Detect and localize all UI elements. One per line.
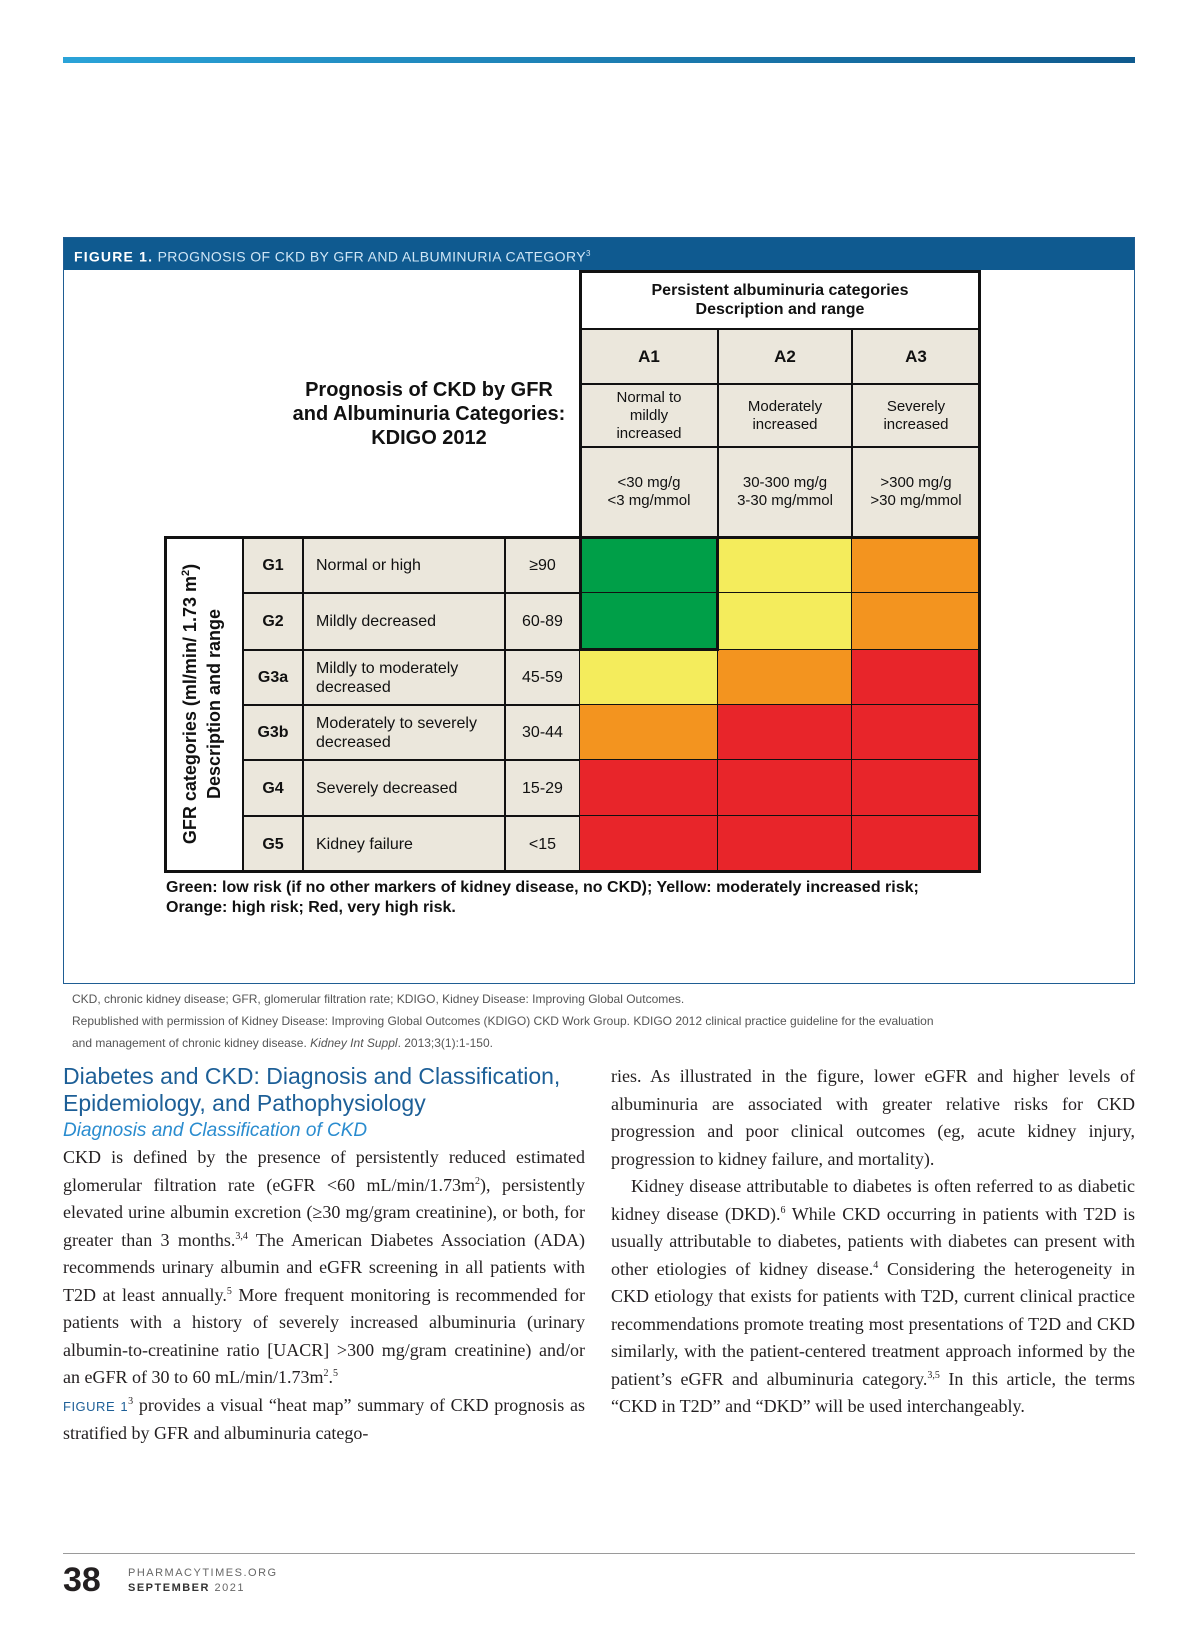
heat-cell-g3b-a2 [717, 704, 853, 761]
chart-title: Prognosis of CKD by GFR and Albuminuria Categories: KDIGO 2012 [292, 379, 566, 449]
heat-cell-g3a-a2 [717, 649, 853, 706]
paragraph-2: ries. As illustrated in the figure, lower eGFR and higher levels of albuminuria are associated with greater relative risks for CKD progression and poor clinical outcomes (eg, acute kidney injury, progression to kidney failure, and mortality). [611, 1066, 1135, 1169]
gfr-code-g5: G5 [242, 815, 304, 873]
heat-cell-g1-a1 [579, 536, 719, 594]
gfr-desc-g4: Severely decreased [302, 759, 506, 817]
gfr-range-g3b: 30-44 [504, 704, 581, 761]
gfr-range-g4: 15-29 [504, 759, 581, 817]
heat-cell-g3b-a1 [579, 704, 719, 761]
heat-cell-g5-a1 [579, 815, 719, 873]
albuminuria-desc-a2: Moderately increased [717, 383, 853, 448]
albuminuria-code-a3: A3 [851, 328, 981, 385]
heat-cell-g3a-a1 [579, 649, 719, 706]
heat-cell-g2-a1 [579, 592, 719, 651]
article-column-right [611, 1063, 1135, 1421]
abbreviation-note: CKD, chronic kidney disease; GFR, glomerular filtration rate; KDIGO, Kidney Disease: Improving Global Outcomes. [72, 992, 685, 1006]
gfr-desc-g3a: Mildly to moderately decreased [302, 649, 506, 706]
figure-1-link[interactable]: FIGURE 1 [63, 1398, 129, 1414]
gfr-code-g2: G2 [242, 592, 304, 651]
gfr-code-g3a: G3a [242, 649, 304, 706]
albuminuria-code-a1: A1 [579, 328, 719, 385]
figure-title-ref: 3 [585, 249, 591, 258]
heat-cell-g5-a2 [717, 815, 853, 873]
albuminuria-range-a2: 30-300 mg/g 3-30 mg/mmol [717, 446, 853, 538]
footer-publication [128, 1566, 278, 1596]
gfr-axis-label: GFR categories (ml/min/ 1.73 $m^2$) Description and range [180, 563, 224, 845]
risk-legend: Green: low risk (if no other markers of kidney disease, no CKD); Yellow: moderately increased risk; Orange: high risk; Red, very high risk. [166, 879, 919, 916]
footer-date: SEPTEMBER 2021 [128, 1582, 246, 1594]
figure-title: PROGNOSIS OF CKD BY GFR AND ALBUMINURIA CATEGORY [157, 248, 586, 265]
albuminuria-desc-a1: Normal to mildly increased [579, 383, 719, 448]
footer-site: PHARMACYTIMES.ORG [128, 1567, 278, 1579]
top-accent-rule [63, 57, 1135, 63]
gfr-code-g1: G1 [242, 536, 304, 594]
heat-cell-g4-a1 [579, 759, 719, 817]
heat-cell-g4-a3 [851, 759, 981, 817]
page-number: 38 [63, 1561, 101, 1599]
gfr-range-g2: 60-89 [504, 592, 581, 651]
heat-cell-g2-a3 [851, 592, 981, 651]
albuminuria-code-a2: A2 [717, 328, 853, 385]
gfr-code-g3b: G3b [242, 704, 304, 761]
gfr-desc-g5: Kidney failure [302, 815, 506, 873]
credit-line-1: Republished with permission of Kidney Disease: Improving Global Outcomes (KDIGO) CKD Work Group. KDIGO 2012 clinical practice guideline for the evaluation [72, 1014, 934, 1028]
section-heading: Diabetes and CKD: Diagnosis and Classification, Epidemiology, and Pathophysiology [63, 1063, 561, 1116]
footer-rule [63, 1553, 1135, 1554]
figure-1 [63, 237, 1135, 984]
albuminuria-desc-a3: Severely increased [851, 383, 981, 448]
gfr-code-g4: G4 [242, 759, 304, 817]
gfr-desc-g2: Mildly decreased [302, 592, 506, 651]
figure-notes [72, 988, 1132, 1054]
gfr-desc-g1: Normal or high [302, 536, 506, 594]
heat-cell-g3b-a3 [851, 704, 981, 761]
heat-cell-g5-a3 [851, 815, 981, 873]
figure-label: FIGURE 1. [74, 248, 154, 265]
paragraph-3: Kidney disease attributable to diabetes is often referred to as diabetic kidney disease (DKD).$^6$ While CKD occurring in patients with T2D is usually attributable to diabetes, patients with diabetes can present with other etiologies of kidney disease.$^4$ Considering the heterogeneity in CKD etiology that exists for patients with T2D, current clinical practice recommendations promote treating most presentations of T2D and CKD similarly, with the patient-centered treatment approach informed by the patient’s eGFR and albuminuria category.$^{3,5}$ In this article, the terms “CKD in T2D” and “DKD” will be used interchangeably. [611, 1176, 1135, 1416]
article-column-left [63, 1063, 585, 1448]
kdigo-heat-map [64, 238, 1134, 983]
gfr-desc-g3b: Moderately to severely decreased [302, 704, 506, 761]
albuminuria-range-a1: <30 mg/g <3 mg/mmol [579, 446, 719, 538]
heat-cell-g2-a2 [717, 592, 853, 651]
gfr-range-g5: <15 [504, 815, 581, 873]
albuminuria-range-a3: >300 mg/g >30 mg/mmol [851, 446, 981, 538]
gfr-range-g3a: 45-59 [504, 649, 581, 706]
heat-cell-g4-a2 [717, 759, 853, 817]
albuminuria-header: Persistent albuminuria categories Description and range [579, 270, 981, 330]
heat-cell-g1-a3 [851, 536, 981, 594]
heat-cell-g3a-a3 [851, 649, 981, 706]
heat-cell-g1-a2 [717, 536, 853, 594]
subsection-heading: Diagnosis and Classification of CKD [63, 1120, 368, 1141]
gfr-range-g1: ≥90 [504, 536, 581, 594]
paragraph-1: CKD is defined by the presence of persistently reduced estimated glomerular filtration rate (eGFR <60 $mL/\min/1.73m^2$), persistently elevated urine albumin excretion (≥30 mg/gram creatinine), or both, for greater than 3 months.$^{3,4}$ The American Diabetes Association (ADA) recommends urinary albumin and eGFR screening in all patients with T2D at least annually.$^5$ More frequent monitoring is recommended for patients with a history of severely increased albuminuria (urinary albumin-to-creatinine ratio [UACR] >300 mg/gram creatinine) and/or an eGFR of 30 to 60 $mL/\min/1.73m^2.^5$ FIGURE $1^3$ provides a visual “heat map” summary of CKD prognosis as stratified by GFR and albuminuria catego- [63, 1147, 586, 1443]
credit-line-2: and management of chronic kidney disease. Kidney Int Suppl. 2013;3(1):1-150. [72, 1036, 493, 1050]
